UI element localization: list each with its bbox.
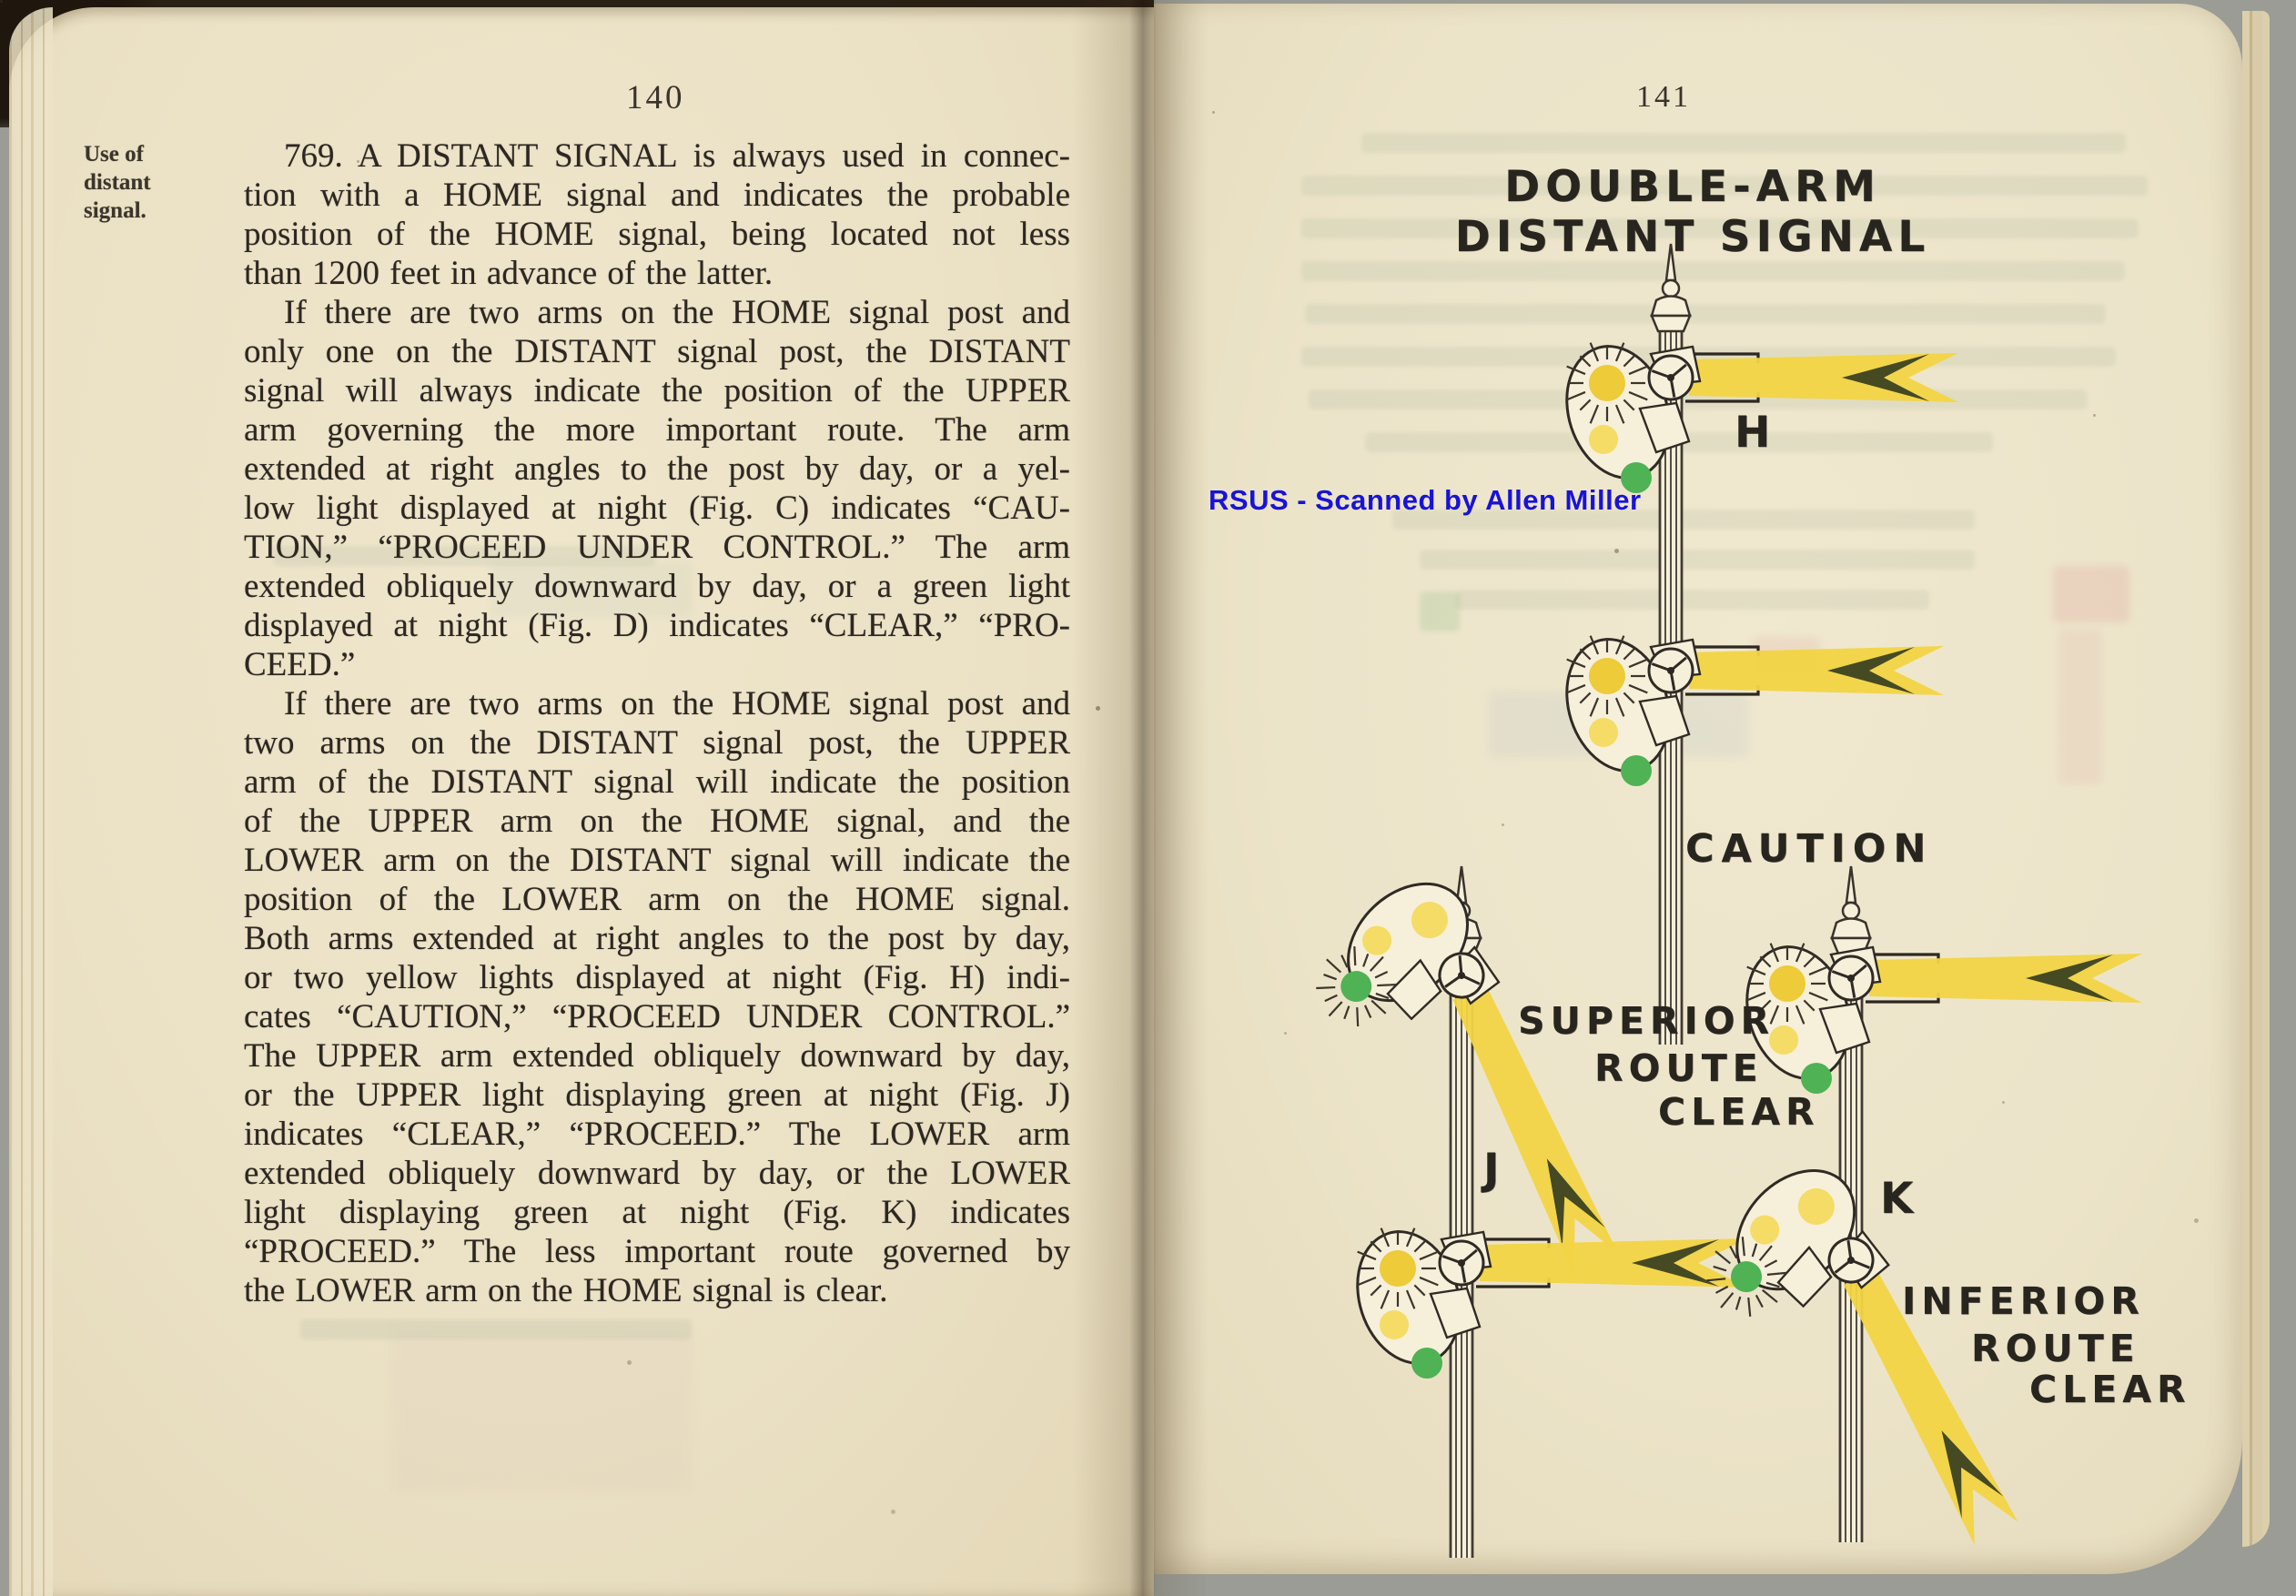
text-line: only one on the DISTANT signal post, the DISTANT: [244, 333, 1070, 370]
text-line: two arms on the DISTANT signal post, the UPPER: [244, 724, 1070, 762]
text-line: than 1200 feet in advance of the latter.: [244, 255, 774, 292]
caption-line: CLEAR: [2029, 1368, 2191, 1411]
text-line: extended obliquely downward by day, or the LOWER: [244, 1155, 1070, 1192]
figure-label-k: K: [1880, 1174, 1919, 1224]
text-line: indicates “CLEAR,” “PROCEED.” The LOWER arm: [244, 1116, 1070, 1153]
text-line: 769. A DISTANT SIGNAL is always used in connec-: [284, 137, 1070, 175]
page-number-right: 141: [1636, 80, 1691, 114]
text-line: LOWER arm on the DISTANT signal will indicate the: [244, 842, 1070, 879]
text-line: position of the HOME signal, being located not less: [244, 216, 1070, 253]
text-line: position of the LOWER arm on the HOME signal.: [244, 881, 1070, 918]
caption-line: CLEAR: [1658, 1090, 1820, 1134]
text-line: If there are two arms on the HOME signal post and: [284, 294, 1070, 331]
text-line: “PROCEED.” The less important route governed by: [244, 1233, 1070, 1270]
margin-note-line: distant: [84, 170, 151, 195]
caption-line: ROUTE: [1594, 1046, 1764, 1090]
text-line: arm of the DISTANT signal will indicate the position: [244, 763, 1070, 801]
text-line: tion with a HOME signal and indicates the probable: [244, 177, 1070, 214]
scan-specks: [0, 0, 3, 3]
text-line: displayed at night (Fig. D) indicates “CLEAR,” “PRO-: [244, 607, 1070, 644]
margin-note-line: Use of: [84, 142, 144, 167]
diagram-title-line1: DOUBLE-ARM: [1504, 162, 1881, 212]
margin-note-line: signal.: [84, 198, 147, 223]
body-text: [244, 136, 1070, 1310]
margin-note: [84, 140, 151, 225]
caption-line: ROUTE: [1971, 1327, 2140, 1370]
scan-watermark: RSUS - Scanned by Allen Miller: [1209, 484, 1642, 516]
figure-label-h: H: [1735, 408, 1776, 458]
text-line: low light displayed at night (Fig. C) indicates “CAU-: [244, 490, 1070, 527]
figure-label-j: J: [1483, 1145, 1505, 1195]
text-line: TION,” “PROCEED UNDER CONTROL.” The arm: [244, 529, 1070, 566]
text-line: or the UPPER light displaying green at night (Fig. J): [244, 1076, 1070, 1114]
diagram-title-line2: DISTANT SIGNAL: [1454, 212, 1931, 262]
caption-caution: CAUTION: [1685, 826, 1934, 872]
text-line: Both arms extended at right angles to the post by day,: [244, 920, 1070, 957]
text-line: the LOWER arm on the HOME signal is clear.: [244, 1272, 888, 1309]
page-number-left: 140: [626, 79, 685, 116]
text-line: The UPPER arm extended obliquely downward by day,: [244, 1037, 1070, 1075]
text-line: or two yellow lights displayed at night (Fig. H) indi-: [244, 959, 1070, 996]
diagram-title: [1447, 162, 1938, 262]
caption-line: INFERIOR: [1902, 1279, 2145, 1323]
text-line: signal will always indicate the position of the UPPER: [244, 372, 1070, 409]
text-line: extended at right angles to the post by day, or a yel-: [244, 450, 1070, 488]
text-line: If there are two arms on the HOME signal post and: [284, 685, 1070, 722]
text-line: arm governing the more important route. The arm: [244, 411, 1070, 449]
text-line: light displaying green at night (Fig. K) indicates: [244, 1194, 1070, 1231]
text-line: cates “CAUTION,” “PROCEED UNDER CONTROL.”: [244, 998, 1070, 1035]
text-line: CEED.”: [244, 646, 356, 683]
text-line: of the UPPER arm on the HOME signal, and the: [244, 803, 1070, 840]
caption-line: SUPERIOR: [1518, 999, 1775, 1043]
text-line: extended obliquely downward by day, or a green light: [244, 568, 1070, 605]
